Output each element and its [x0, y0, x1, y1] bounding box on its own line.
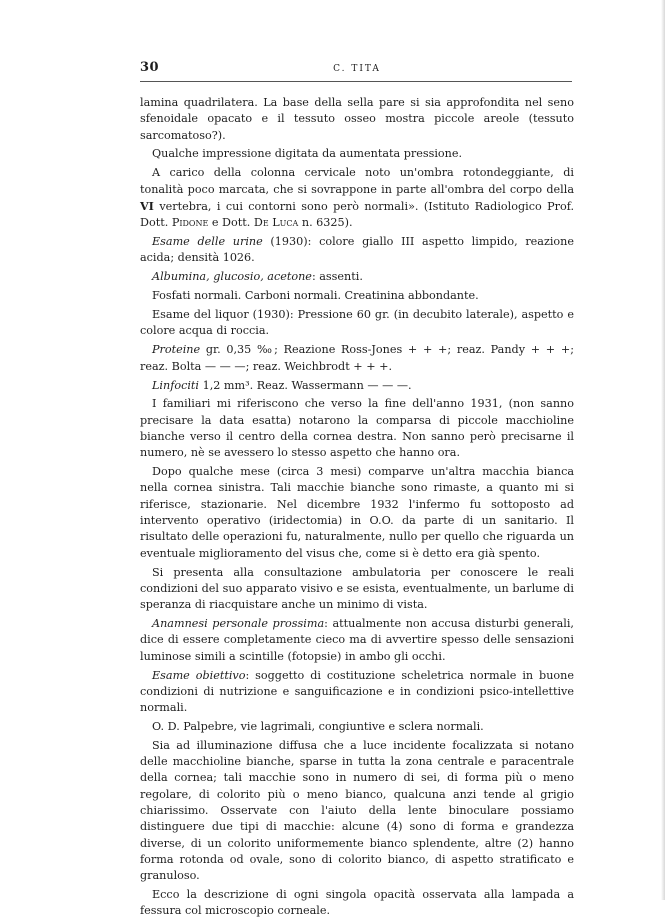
paragraph-radiology: A carico della colonna cervicale noto un'ombra rotondeggiante, di tonalità poco marcata, che si sovrappone in parte all'ombra del corpo della VI vertebra, i cui contorni sono però normali». (Istituto Radiologico Prof. Dott. Pidone e Dott. De Luca n. 6325).: [140, 166, 574, 230]
section-label: Linfociti: [152, 378, 200, 392]
paragraph: Si presenta alla consultazione ambulatoria per conoscere le reali condizioni del suo apparato visivo e se esista, eventualmente, un barlume di speranza di riacquistare anche un minimo di vista.: [140, 565, 574, 612]
page-edge-shadow: [661, 0, 665, 900]
author-name: De Luca: [253, 216, 299, 230]
paragraph-proteins: Proteine gr. 0,35 ‰; Reazione Ross-Jones + + +; reaz. Pandy + + +; reaz. Bolta — — —; reaz. Weichbrodt + + +.: [140, 343, 574, 373]
paragraph: Dopo qualche mese (circa 3 mesi) comparve un'altra macchia bianca nella cornea sinistra. Tali macchie bianche sono rimaste, a quanto mi si riferisce, stazionarie. Nel dicembre 1932 l'infermo fu sottoposto ad intervento operativo (iridectomia) in O.O. da parte di un sanitario. Il risultato delle operazioni fu, naturalmente, nullo per quello che riguarda un eventuale miglioramento del visus che, come si è detto era già spento.: [140, 465, 574, 560]
page-number: 30: [140, 60, 160, 75]
paragraph: Fosfati normali. Carboni normali. Creatinina abbondante.: [152, 289, 479, 303]
paragraph-objective-exam: Esame obiettivo: soggetto di costituzione scheletrica normale in buone condizioni di nutrizione e sanguificazione e in condizioni psico-intellettive normali.: [140, 668, 574, 715]
paragraph-continuation: lamina quadrilatera. La base della sella pare si sia approfondita nel seno sfenoidale opacato e il tessuto osseo mostra piccole areole (tessuto sarcomatoso?).: [140, 96, 574, 142]
author-name: Pidone: [171, 216, 209, 230]
page-header: [140, 58, 574, 78]
paragraph-lymphocytes: Linfociti 1,2 mm³. Reaz. Wassermann — — —.: [152, 378, 412, 392]
section-label: Anamnesi personale prossima: [152, 617, 325, 631]
section-label: Esame delle urine: [152, 235, 263, 249]
header-rule: [140, 81, 572, 82]
section-label: Proteine: [152, 343, 201, 357]
paragraph-liquor: Esame del liquor (1930): Pressione 60 gr. (in decubito laterale), aspetto e colore acqua di roccia.: [140, 308, 574, 338]
running-head: C. TITA: [333, 64, 381, 74]
paragraph: Qualche impressione digitata da aumentata pressione.: [152, 147, 463, 161]
section-label: Albumina, glucosio, acetone: [152, 270, 312, 284]
paragraph-anamnesis: Anamnesi personale prossima: attualmente non accusa disturbi generali, dice di essere completamente cieco ma di avvertire spesso delle sensazioni luminose simili a scintille (fotopsie) in ambo gli occhi.: [140, 617, 574, 663]
paragraph-urine-exam: Esame delle urine (1930): colore giallo III aspetto limpido, reazione acida; densità 1026.: [140, 235, 574, 265]
paragraph: O. D. Palpebre, vie lagrimali, congiuntive e sclera normali.: [152, 720, 484, 733]
paragraph: Sia ad illuminazione diffusa che a luce incidente focalizzata si notano delle macchioline bianche, sparse in tutta la zona centrale e paracentrale della cornea; tali macchie sono in numero di sei, di forma più o meno regolare, di colorito più o meno bianco, qualcuna anzi tende al grigio chiarissimo. Osservate con l'aiuto della lente binoculare possiamo distinguere due tipi di macchie: alcune (4) sono di forma e grandezza diverse, di un colorito uniformemente bianco splendente, altre (2) hanno forma rotonda od ovale, sono di colorito bianco, di aspetto stratificato e granuloso.: [140, 738, 574, 883]
paragraph-albumin: Albumina, glucosio, acetone: assenti.: [152, 270, 363, 284]
paragraph-history: I familiari mi riferiscono che verso la fine dell'anno 1931, (non sanno precisare la data esatta) notarono la comparsa di piccole macchioline bianche verso il centro della cornea destra. Non sanno però precisarne il numero, nè se avessero lo stesso aspetto che hanno ora.: [140, 397, 574, 460]
section-label: Esame obiettivo: [152, 668, 246, 682]
article-body: [140, 95, 574, 922]
paragraph: Ecco la descrizione di ogni singola opacità osservata alla lampada a fessura col microscopio corneale.: [140, 888, 574, 918]
vertebra-number: VI: [140, 198, 154, 213]
